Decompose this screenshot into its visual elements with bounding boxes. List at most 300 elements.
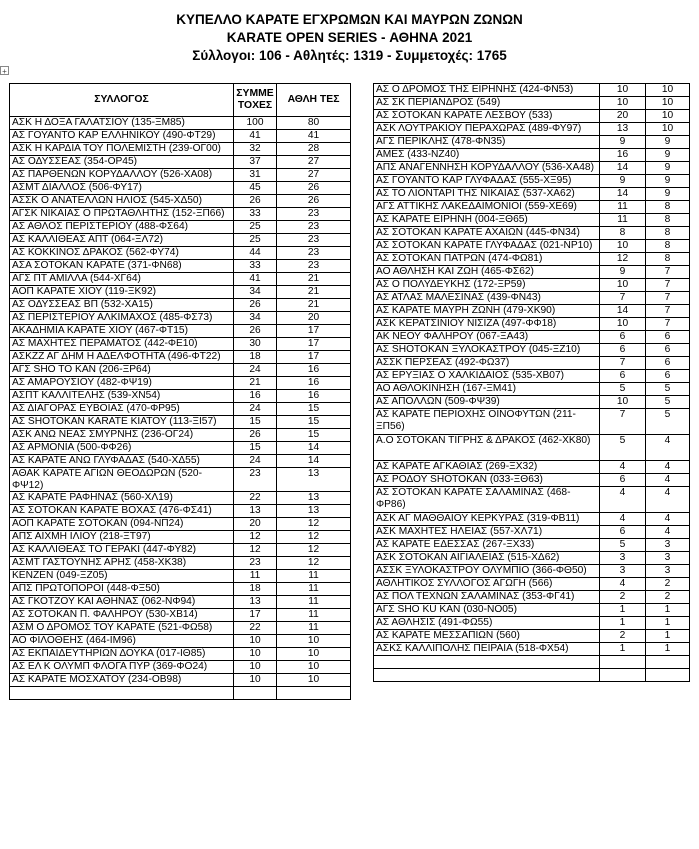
club-name-cell: ΑΣ SHOTOKAN ΞΥΛΟΚΑΣΤΡΟΥ (045-ΞΖ10): [374, 344, 600, 357]
entries-cell: 11: [234, 570, 277, 583]
club-name-cell: ΑΣΚ Η ΔΟΞΑ ΓΑΛΑΤΣΙΟΥ (135-ΞΜ85): [10, 117, 234, 130]
club-name-cell: ΑΣΣΚ ΞΥΛΟΚΑΣΤΡΟΥ ΟΛΥΜΠΙΟ (366-ΦΘ50): [374, 565, 600, 578]
entries-cell: 24: [234, 455, 277, 468]
entries-cell: 2: [600, 591, 646, 604]
entries-cell: 6: [600, 370, 646, 383]
athletes-cell: 4: [646, 513, 690, 526]
club-name-cell: ΑΣΠΤ ΚΑΛΛΙΤΕΛΗΣ (539-ΧΝ54): [10, 390, 234, 403]
athletes-cell: 8: [646, 214, 690, 227]
club-name-cell: ΑΣ ΠΕΡΙΣΤΕΡΙΟΥ ΑΛΚΙΜΑΧΟΣ (485-ΦΣ73): [10, 312, 234, 325]
club-name-cell: Α.Ο ΣΟΤΟΚΑΝ ΤΙΓΡΗΣ & ΔΡΑΚΟΣ (462-ΧΚ80): [374, 435, 600, 461]
table-row: [374, 201, 690, 214]
athletes-cell: 17: [277, 325, 351, 338]
entries-cell: 45: [234, 182, 277, 195]
athletes-cell: 8: [646, 227, 690, 240]
athletes-cell: 21: [277, 273, 351, 286]
entries-cell: 31: [234, 169, 277, 182]
club-name-cell: ΑΓΣ ΑΤΤΙΚΗΣ ΛΑΚΕΔΑΙΜΟΝΙΟΙ (559-ΧΕ69): [374, 201, 600, 214]
club-name-cell: ΑΣ ΓΟΥΑΝΤΟ ΚΑΡ ΓΛΥΦΑΔΑΣ (555-ΧΞ95): [374, 175, 600, 188]
club-name-cell: ΑΠΣ ΑΝΑΓΕΝΝΗΣΗ ΚΟΡΥΔΑΛΛΟΥ (536-ΧΑ48): [374, 162, 600, 175]
athletes-cell: 16: [277, 390, 351, 403]
club-name-cell: ΑΣ ΣΚ ΠΕΡΙΑΝΔΡΟΣ (549): [374, 97, 600, 110]
column-header-club: ΣΥΛΛΟΓΟΣ: [10, 84, 234, 117]
club-name-cell: ΑΣ ΚΑΡΑΤΕ ΠΕΡΙΟΧΗΣ ΟΙΝΟΦΥΤΩΝ (211-ΞΠ56): [374, 409, 600, 435]
athletes-cell: 11: [277, 570, 351, 583]
entries-cell: 23: [234, 557, 277, 570]
entries-cell: 4: [600, 461, 646, 474]
club-name-cell: ΑΣ ΚΑΡΑΤΕ ΜΟΣΧΑΤΟΥ (234-ΟΒ98): [10, 674, 234, 687]
entries-cell: 41: [234, 130, 277, 143]
table-row: [10, 182, 351, 195]
entries-cell: 23: [234, 468, 277, 492]
table-row: [10, 429, 351, 442]
empty-cell: [234, 687, 277, 700]
club-name-cell: ΑΟ ΦΙΛΟΘΕΗΣ (464-ΙΜ96): [10, 635, 234, 648]
club-name-cell: ΑΣΚΖΖ ΑΓ ΔΗΜ Η ΑΔΕΛΦΟΤΗΤΑ (496-ΦΤ22): [10, 351, 234, 364]
athletes-cell: 3: [646, 539, 690, 552]
empty-cell: [10, 687, 234, 700]
club-name-cell: ΑΣ ΣΟΤΟΚΑΝ ΚΑΡΑΤΕ ΣΑΛΑΜΙΝΑΣ (468-ΦΡ86): [374, 487, 600, 513]
entries-cell: 10: [600, 97, 646, 110]
table-row: [374, 214, 690, 227]
entries-cell: 9: [600, 266, 646, 279]
club-name-cell: ΑΣ ΑΠΟΛΛΩΝ (509-ΦΨ39): [374, 396, 600, 409]
club-name-cell: ΑΣ ΠΑΡΘΕΝΩΝ ΚΟΡΥΔΑΛΛΟΥ (526-ΧΑ08): [10, 169, 234, 182]
entries-cell: 10: [234, 635, 277, 648]
athletes-cell: 27: [277, 156, 351, 169]
athletes-cell: 21: [277, 299, 351, 312]
table-row: [374, 643, 690, 656]
club-name-cell: ΑΣ ΓΟΥΑΝΤΟ ΚΑΡ ΕΛΛΗΝΙΚΟΥ (490-ΦΤ29): [10, 130, 234, 143]
athletes-cell: 11: [277, 596, 351, 609]
club-name-cell: ΑΣ ΕΡΥΞΙΑΣ Ο ΧΑΛΚΙΔΑΙΟΣ (535-ΧΒ07): [374, 370, 600, 383]
athletes-cell: 15: [277, 403, 351, 416]
athletes-cell: 23: [277, 247, 351, 260]
clubs-table-right: [373, 83, 690, 682]
athletes-cell: 17: [277, 338, 351, 351]
club-name-cell: ΑΣΚ ΚΕΡΑΤΣΙΝΙΟΥ ΝΙΣΙΖΑ (497-ΦΦ18): [374, 318, 600, 331]
table-row: [374, 617, 690, 630]
table-row: [374, 279, 690, 292]
athletes-cell: 10: [277, 648, 351, 661]
table-row: [374, 435, 690, 461]
athletes-cell: 5: [646, 383, 690, 396]
table-row: [10, 195, 351, 208]
entries-cell: 10: [234, 661, 277, 674]
athletes-cell: 1: [646, 604, 690, 617]
athletes-cell: 12: [277, 531, 351, 544]
entries-cell: 4: [600, 487, 646, 513]
table-row: [10, 492, 351, 505]
entries-cell: 10: [600, 396, 646, 409]
athletes-cell: 9: [646, 136, 690, 149]
club-name-cell: ΑΣΚ ΜΑΧΗΤΕΣ ΗΛΕΙΑΣ (557-ΧΛ71): [374, 526, 600, 539]
athletes-cell: 12: [277, 544, 351, 557]
athletes-cell: 1: [646, 630, 690, 643]
table-row: [10, 169, 351, 182]
table-row: [10, 557, 351, 570]
table-row: [10, 518, 351, 531]
entries-cell: 33: [234, 260, 277, 273]
table-row: [374, 474, 690, 487]
entries-cell: 6: [600, 526, 646, 539]
table-row: [374, 305, 690, 318]
table-row: [10, 455, 351, 468]
entries-cell: 18: [234, 583, 277, 596]
entries-cell: 4: [600, 513, 646, 526]
athletes-cell: 14: [277, 455, 351, 468]
entries-cell: 41: [234, 273, 277, 286]
athletes-cell: 10: [646, 123, 690, 136]
club-name-cell: ΑΣΚ ΣΟΤΟΚΑΝ ΑΙΓΙΑΛΕΙΑΣ (515-ΧΔ62): [374, 552, 600, 565]
entries-cell: 11: [600, 201, 646, 214]
table-row: [374, 227, 690, 240]
athletes-cell: 1: [646, 643, 690, 656]
table-row: [374, 578, 690, 591]
entries-cell: 15: [234, 442, 277, 455]
entries-cell: 26: [234, 299, 277, 312]
athletes-cell: 21: [277, 286, 351, 299]
club-name-cell: ΑΘΑΚ ΚΑΡΑΤΕ ΑΓΙΩΝ ΘΕΟΔΩΡΩΝ (520-ΦΨ12): [10, 468, 234, 492]
entries-cell: 22: [234, 622, 277, 635]
entries-cell: 12: [234, 531, 277, 544]
club-name-cell: ΑΣ ΟΔΥΣΣΕΑΣ ΒΠ (532-ΧΑ15): [10, 299, 234, 312]
club-name-cell: ΑΓΣ SHO TO KAN (206-ΞΡ64): [10, 364, 234, 377]
clubs-table-left: [9, 83, 351, 700]
table-row: [10, 130, 351, 143]
table-row: [10, 635, 351, 648]
empty-cell: [600, 656, 646, 669]
club-name-cell: ΑΣΣΚ Ο ΑΝΑΤΕΛΛΩΝ ΗΛΙΟΣ (545-ΧΔ50): [10, 195, 234, 208]
table-row: [374, 604, 690, 617]
table-row: [10, 583, 351, 596]
club-name-cell: ΑΣ ΣΟΤΟΚΑΝ ΚΑΡΑΤΕ ΓΛΥΦΑΔΑΣ (021-ΝΡ10): [374, 240, 600, 253]
entries-cell: 11: [600, 214, 646, 227]
empty-cell: [374, 669, 600, 682]
club-name-cell: ΑΣ ΑΜΑΡΟΥΣΙΟΥ (482-ΦΨ19): [10, 377, 234, 390]
club-name-cell: ΑΣ ΑΡΜΟΝΙΑ (500-ΦΦ26): [10, 442, 234, 455]
athletes-cell: 2: [646, 591, 690, 604]
athletes-cell: 4: [646, 435, 690, 461]
entries-cell: 5: [600, 383, 646, 396]
table-row: [374, 188, 690, 201]
club-name-cell: ΑΣ ΚΑΡΑΤΕ ΕΔΕΣΣΑΣ (267-ΞΧ33): [374, 539, 600, 552]
athletes-cell: 7: [646, 318, 690, 331]
entries-cell: 30: [234, 338, 277, 351]
entries-cell: 7: [600, 409, 646, 435]
entries-cell: 5: [600, 539, 646, 552]
athletes-cell: 10: [646, 110, 690, 123]
entries-cell: 1: [600, 643, 646, 656]
entries-cell: 16: [234, 390, 277, 403]
entries-cell: 20: [600, 110, 646, 123]
club-name-cell: ΑΣΚ ΑΓ ΜΑΘΘΑΙΟΥ ΚΕΡΚΥΡΑΣ (319-ΦΒ11): [374, 513, 600, 526]
entries-cell: 14: [600, 188, 646, 201]
table-row: [10, 674, 351, 687]
athletes-cell: 4: [646, 461, 690, 474]
club-name-cell: ΑΣΑ ΣΟΤΟΚΑΝ ΚΑΡΑΤΕ (371-ΦΝ68): [10, 260, 234, 273]
club-name-cell: ΑΣΜΤ ΓΑΣΤΟΥΝΗΣ ΑΡΗΣ (458-ΧΚ38): [10, 557, 234, 570]
table-row: [374, 318, 690, 331]
entries-cell: 6: [600, 331, 646, 344]
club-name-cell: ΑΓΣ SHO KU KAN (030-ΝΟ05): [374, 604, 600, 617]
entries-cell: 13: [234, 505, 277, 518]
table-row: [10, 442, 351, 455]
athletes-cell: 26: [277, 182, 351, 195]
table-row: [374, 149, 690, 162]
table-row: [10, 117, 351, 130]
athletes-cell: 20: [277, 312, 351, 325]
athletes-cell: 10: [277, 661, 351, 674]
table-row: [10, 505, 351, 518]
athletes-cell: 1: [646, 617, 690, 630]
athletes-cell: 23: [277, 260, 351, 273]
entries-cell: 21: [234, 377, 277, 390]
athletes-cell: 23: [277, 208, 351, 221]
entries-cell: 25: [234, 221, 277, 234]
table-row: [374, 110, 690, 123]
entries-cell: 17: [234, 609, 277, 622]
club-name-cell: ΑΚΑΔΗΜΙΑ ΚΑΡΑΤΕ ΧΙΟΥ (467-ΦΤ15): [10, 325, 234, 338]
club-name-cell: ΑΟ ΑΘΛΗΣΗ ΚΑΙ ΖΩΗ (465-ΦΣ62): [374, 266, 600, 279]
entries-cell: 6: [600, 474, 646, 487]
club-name-cell: ΑΠΣ ΠΡΩΤΟΠΟΡΟΙ (448-ΦΞ50): [10, 583, 234, 596]
table-row: [10, 622, 351, 635]
entries-cell: 15: [234, 416, 277, 429]
athletes-cell: 12: [277, 557, 351, 570]
club-name-cell: ΑΣ ΣΟΤΟΚΑΝ ΠΑΤΡΩΝ (474-ΦΩ81): [374, 253, 600, 266]
table-row: [10, 570, 351, 583]
club-name-cell: ΑΣ ΚΟΚΚΙΝΟΣ ΔΡΑΚΟΣ (562-ΦΥ74): [10, 247, 234, 260]
athletes-cell: 10: [646, 97, 690, 110]
athletes-cell: 10: [277, 674, 351, 687]
empty-row: [374, 656, 690, 669]
table-row: [10, 156, 351, 169]
athletes-cell: 80: [277, 117, 351, 130]
entries-cell: 5: [600, 435, 646, 461]
club-name-cell: ΑΣ ΚΑΡΑΤΕ ΑΝΩ ΓΛΥΦΑΔΑΣ (540-ΧΔ55): [10, 455, 234, 468]
entries-cell: 34: [234, 286, 277, 299]
entries-cell: 100: [234, 117, 277, 130]
table-row: [374, 409, 690, 435]
table-row: [374, 292, 690, 305]
entries-cell: 33: [234, 208, 277, 221]
athletes-cell: 15: [277, 416, 351, 429]
club-name-cell: ΑΣΜΤ ΔΙΑΛΛΟΣ (506-ΦΥ17): [10, 182, 234, 195]
club-name-cell: ΑΣ ΔΙΑΓΟΡΑΣ ΕΥΒΟΙΑΣ (470-ΦΡ95): [10, 403, 234, 416]
empty-cell: [600, 669, 646, 682]
table-row: [10, 416, 351, 429]
table-row: [10, 208, 351, 221]
club-name-cell: ΑΣΣΚ ΠΕΡΣΕΑΣ (492-ΦΩ37): [374, 357, 600, 370]
table-row: [374, 344, 690, 357]
table-row: [374, 591, 690, 604]
athletes-cell: 16: [277, 364, 351, 377]
table-row: [374, 565, 690, 578]
table-row: [10, 221, 351, 234]
club-name-cell: ΑΜΕΣ (433-ΝΖ40): [374, 149, 600, 162]
entries-cell: 26: [234, 325, 277, 338]
athletes-cell: 5: [646, 409, 690, 435]
table-row: [10, 325, 351, 338]
athletes-cell: 9: [646, 175, 690, 188]
club-name-cell: ΑΣ Ο ΔΡΟΜΟΣ ΤΗΣ ΕΙΡΗΝΗΣ (424-ΦΝ53): [374, 84, 600, 97]
athletes-cell: 6: [646, 331, 690, 344]
club-name-cell: ΚΕΝΖΕΝ (049-ΞΖ05): [10, 570, 234, 583]
club-name-cell: ΑΣ ΚΑΡΑΤΕ ΑΓΚΑΘΙΑΣ (269-ΞΧ32): [374, 461, 600, 474]
table-row: [10, 390, 351, 403]
column-header-entries: ΣΥΜΜΕ ΤΟΧΕΣ: [234, 84, 277, 117]
entries-cell: 8: [600, 227, 646, 240]
entries-cell: 25: [234, 234, 277, 247]
club-name-cell: ΑΣ ΜΑΧΗΤΕΣ ΠΕΡΑΜΑΤΟΣ (442-ΦΕ10): [10, 338, 234, 351]
club-name-cell: ΑΣ Ο ΠΟΛΥΔΕΥΚΗΣ (172-ΞΡ59): [374, 279, 600, 292]
athletes-cell: 6: [646, 370, 690, 383]
club-name-cell: ΑΣ ΠΟΛ ΤΕΧΝΩΝ ΣΑΛΑΜΙΝΑΣ (353-ΦΓ41): [374, 591, 600, 604]
club-name-cell: ΑΣ ΑΘΛΗΣΙΣ (491-ΦΩ55): [374, 617, 600, 630]
entries-cell: 9: [600, 175, 646, 188]
athletes-cell: 2: [646, 578, 690, 591]
table-row: [10, 234, 351, 247]
entries-cell: 13: [234, 596, 277, 609]
entries-cell: 24: [234, 364, 277, 377]
table-row: [374, 162, 690, 175]
athletes-cell: 4: [646, 487, 690, 513]
athletes-cell: 8: [646, 201, 690, 214]
club-name-cell: ΑΓΣΚ ΝΙΚΑΙΑΣ Ο ΠΡΩΤΑΘΛΗΤΗΣ (152-ΞΠ66): [10, 208, 234, 221]
club-name-cell: ΑΣ ΚΑΡΑΤΕ ΡΑΦΗΝΑΣ (560-ΧΛ19): [10, 492, 234, 505]
club-name-cell: ΑΣ ΚΑΛΛΙΘΕΑΣ ΤΟ ΓΕΡΑΚΙ (447-ΦΥ82): [10, 544, 234, 557]
table-row: [374, 175, 690, 188]
athletes-cell: 3: [646, 552, 690, 565]
entries-cell: 6: [600, 344, 646, 357]
entries-cell: 44: [234, 247, 277, 260]
entries-cell: 7: [600, 292, 646, 305]
athletes-cell: 15: [277, 429, 351, 442]
table-row: [10, 247, 351, 260]
club-name-cell: ΑΟΠ ΚΑΡΑΤΕ ΣΟΤΟΚΑΝ (094-ΝΠ24): [10, 518, 234, 531]
athletes-cell: 13: [277, 492, 351, 505]
table-move-handle-icon[interactable]: +: [0, 66, 9, 75]
entries-cell: 2: [600, 630, 646, 643]
club-name-cell: ΑΣ ΟΔΥΣΣΕΑΣ (354-ΟΡ45): [10, 156, 234, 169]
table-row: [10, 596, 351, 609]
entries-cell: 13: [600, 123, 646, 136]
club-name-cell: ΑΣ ΑΘΛΟΣ ΠΕΡΙΣΤΕΡΙΟΥ (488-ΦΣ64): [10, 221, 234, 234]
club-name-cell: ΑΣ ΚΑΡΑΤΕ ΕΙΡΗΝΗ (004-ΞΘ65): [374, 214, 600, 227]
table-row: [10, 403, 351, 416]
club-name-cell: ΑΘΛΗΤΙΚΟΣ ΣΥΛΛΟΓΟΣ ΑΓΩΓΗ (566): [374, 578, 600, 591]
table-row: [10, 338, 351, 351]
entries-cell: 10: [600, 84, 646, 97]
table-row: [374, 552, 690, 565]
table-row: [10, 260, 351, 273]
entries-cell: 16: [600, 149, 646, 162]
athletes-cell: 5: [646, 396, 690, 409]
table-row: [10, 609, 351, 622]
club-name-cell: ΑΣ ΣΟΤΟΚΑΝ ΚΑΡΑΤΕ ΑΧΑΙΩΝ (445-ΦΝ34): [374, 227, 600, 240]
entries-cell: 9: [600, 136, 646, 149]
club-name-cell: ΑΣ ΕΚΠΑΙΔΕΥΤΗΡΙΩΝ ΔΟΥΚΑ (017-ΙΘ85): [10, 648, 234, 661]
athletes-cell: 27: [277, 169, 351, 182]
athletes-cell: 23: [277, 221, 351, 234]
athletes-cell: 12: [277, 518, 351, 531]
athletes-cell: 10: [646, 84, 690, 97]
empty-cell: [646, 656, 690, 669]
athletes-cell: 11: [277, 583, 351, 596]
table-row: [10, 468, 351, 492]
entries-cell: 14: [600, 162, 646, 175]
table-row: [10, 544, 351, 557]
athletes-cell: 8: [646, 240, 690, 253]
athletes-cell: 6: [646, 344, 690, 357]
club-name-cell: ΑΣ ΚΑΡΑΤΕ ΜΕΣΣΑΠΙΩΝ (560): [374, 630, 600, 643]
entries-cell: 10: [234, 674, 277, 687]
table-row: [374, 84, 690, 97]
club-name-cell: ΑΣ ΑΤΛΑΣ ΜΑΛΕΣΙΝΑΣ (439-ΦΝ43): [374, 292, 600, 305]
club-name-cell: ΑΣ ΣΟΤΟΚΑΝ ΚΑΡΑΤΕ ΛΕΣΒΟΥ (533): [374, 110, 600, 123]
club-name-cell: ΑΣ ΤΟ ΛΙΟΝΤΑΡΙ ΤΗΣ ΝΙΚΑΙΑΣ (537-ΧΑ62): [374, 188, 600, 201]
empty-row: [10, 687, 351, 700]
athletes-cell: 13: [277, 505, 351, 518]
table-row: [10, 143, 351, 156]
athletes-cell: 11: [277, 609, 351, 622]
club-name-cell: ΑΠΣ ΑΙΧΜΗ ΙΛΙΟΥ (218-ΞΤ97): [10, 531, 234, 544]
entries-cell: 1: [600, 604, 646, 617]
table-row: [374, 266, 690, 279]
column-header-athletes: ΑΘΛΗ ΤΕΣ: [277, 84, 351, 117]
athletes-cell: 10: [277, 635, 351, 648]
entries-cell: 7: [600, 357, 646, 370]
table-row: [374, 383, 690, 396]
table-row: [374, 331, 690, 344]
club-name-cell: ΑΣΚ ΑΝΩ ΝΕΑΣ ΣΜΥΡΝΗΣ (236-ΟΓ24): [10, 429, 234, 442]
table-row: [374, 461, 690, 474]
athletes-cell: 11: [277, 622, 351, 635]
athletes-cell: 9: [646, 162, 690, 175]
athletes-cell: 16: [277, 377, 351, 390]
athletes-cell: 4: [646, 474, 690, 487]
table-row: [374, 630, 690, 643]
athletes-cell: 14: [277, 442, 351, 455]
table-row: [374, 539, 690, 552]
table-row: [10, 531, 351, 544]
entries-cell: 3: [600, 565, 646, 578]
athletes-cell: 28: [277, 143, 351, 156]
summary-stats: Σύλλογοι: 106 - Αθλητές: 1319 - Συμμετοχές: 1765: [192, 48, 507, 63]
table-row: [374, 123, 690, 136]
table-row: [374, 240, 690, 253]
athletes-cell: 13: [277, 468, 351, 492]
empty-cell: [374, 656, 600, 669]
entries-cell: 10: [600, 240, 646, 253]
club-name-cell: ΑΣΚ ΛΟΥΤΡΑΚΙΟΥ ΠΕΡΑΧΩΡΑΣ (489-ΦΥ97): [374, 123, 600, 136]
entries-cell: 26: [234, 429, 277, 442]
athletes-cell: 7: [646, 279, 690, 292]
athletes-cell: 9: [646, 149, 690, 162]
athletes-cell: 26: [277, 195, 351, 208]
club-name-cell: ΑΣΚΣ ΚΑΛΛΙΠΟΛΗΣ ΠΕΙΡΑΙΑ (518-ΦΧ54): [374, 643, 600, 656]
table-row: [374, 526, 690, 539]
entries-cell: 26: [234, 195, 277, 208]
club-name-cell: ΑΣ ΕΛ Κ ΟΛΥΜΠ ΦΛΟΓΑ ΠΥΡ (369-ΦΟ24): [10, 661, 234, 674]
table-row: [374, 370, 690, 383]
athletes-cell: 17: [277, 351, 351, 364]
club-name-cell: ΑΣ ΓΚΟΤΖΟΥ ΚΑΙ ΑΘΗΝΑΣ (062-ΝΦ94): [10, 596, 234, 609]
club-name-cell: ΑΚ ΝΕΟΥ ΦΑΛΗΡΟΥ (067-ΞΑ43): [374, 331, 600, 344]
table-row: [10, 364, 351, 377]
entries-cell: 32: [234, 143, 277, 156]
